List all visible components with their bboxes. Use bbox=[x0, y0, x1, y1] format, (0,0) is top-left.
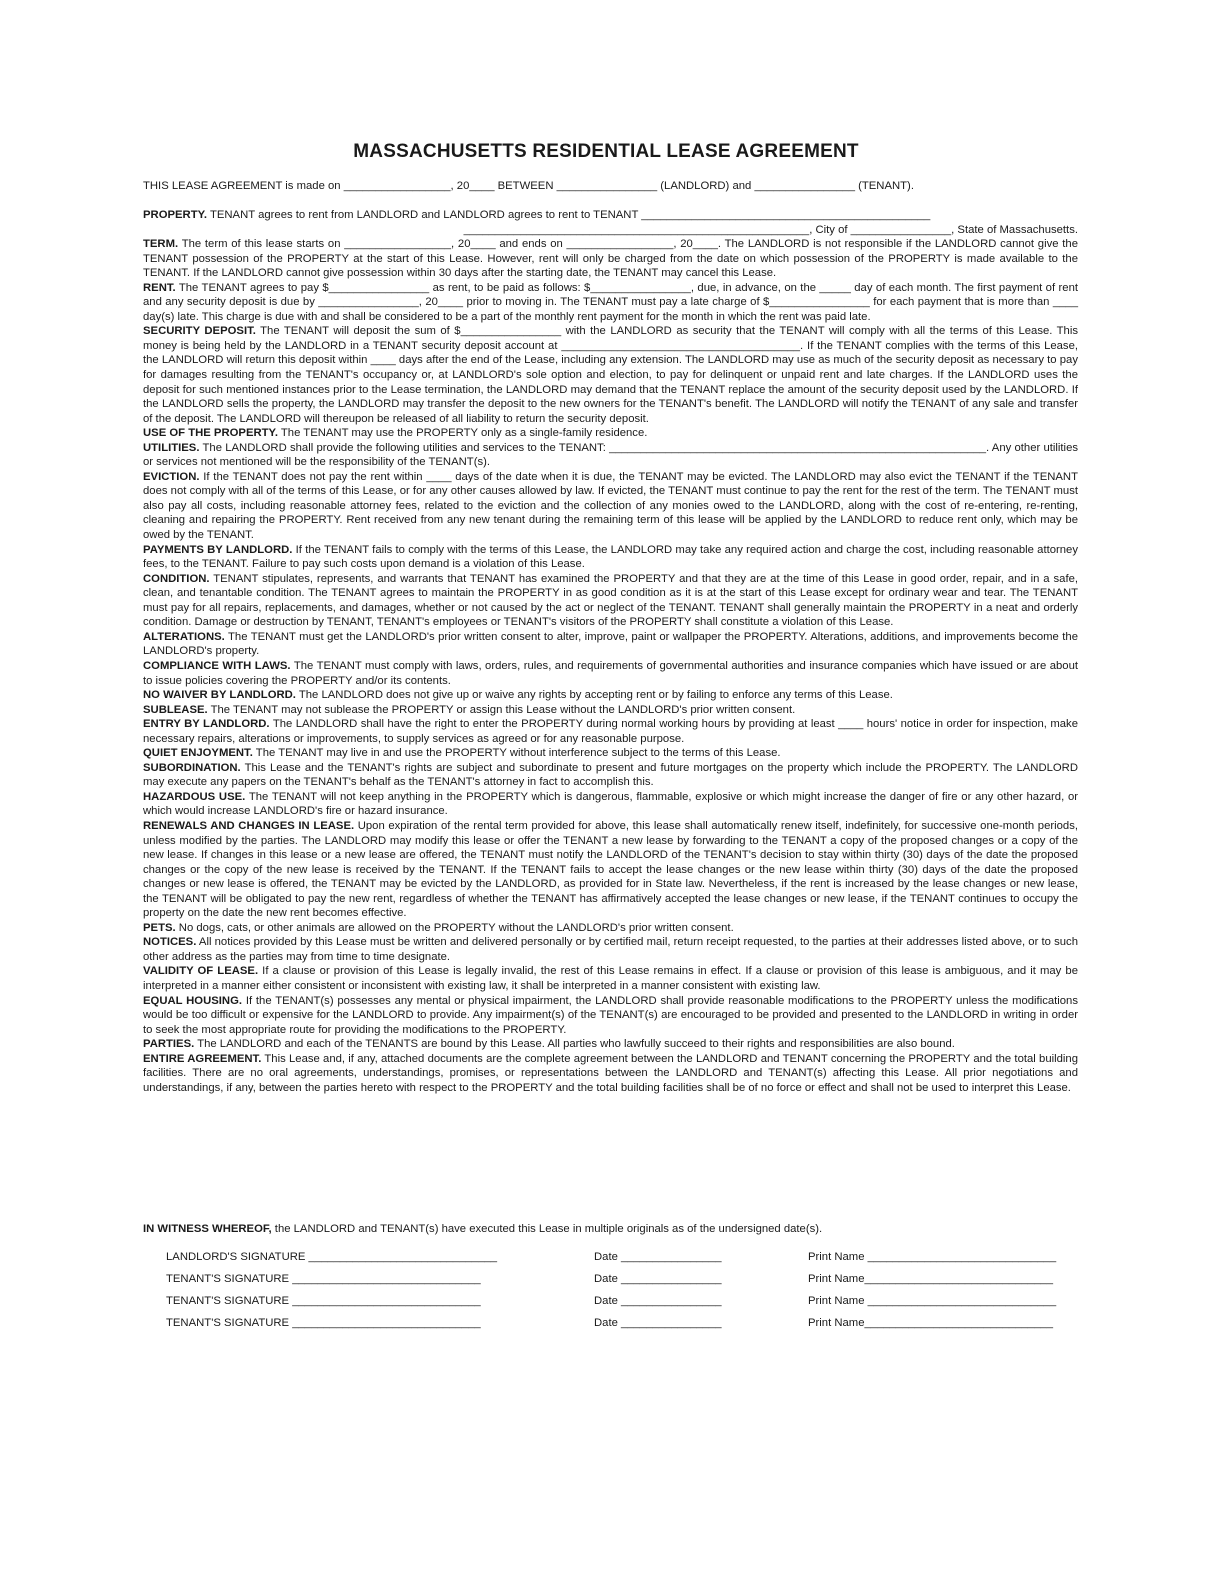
document-title: MASSACHUSETTS RESIDENTIAL LEASE AGREEMENT bbox=[353, 141, 859, 162]
date-field[interactable]: Date ________________ bbox=[594, 1251, 722, 1263]
signature-field[interactable]: TENANT'S SIGNATURE ______________________________ bbox=[166, 1317, 481, 1329]
clause-text: This Lease and, if any, attached documents are the complete agreement between the LANDLORD and TENANT concerning the PROPERTY and the total building facilities. There are no oral agreements, understandings, promises, or representations between the LANDLORD and TENANT(s) affecting this Lease. All prior negotiations and understandings, if any, between the parties hereto with respect to the PROPERTY and the total building facilities shall be of no force or effect and shall not be used to interpret this Lease. bbox=[143, 1052, 1078, 1094]
clause-heading: CONDITION. bbox=[143, 572, 210, 585]
clause-text: The TENANT must get the LANDLORD's prior written consent to alter, improve, paint or wallpaper the PROPERTY. Alterations, additions, and improvements become the LANDLORD's property. bbox=[143, 630, 1078, 658]
print-name-field[interactable]: Print Name______________________________ bbox=[808, 1273, 1053, 1285]
lease-clauses bbox=[143, 208, 1078, 1095]
clause-heading: TERM. bbox=[143, 238, 179, 251]
clause-text: The term of this lease starts on _________________, 20____ and ends on _________________, 20____. The LANDLORD is not responsible if the LANDLORD cannot give the TENANT possession of the PROPERTY at the start of this Lease. However, rent will only be charged from the date on which possession of the PROPERTY is made available to the TENANT. If the LANDLORD cannot give possession within 30 days after the starting date, the TENANT may cancel this Lease. bbox=[143, 238, 1078, 280]
signature-row-tenant-2 bbox=[166, 1295, 1061, 1317]
clause-text: TENANT agrees to rent from LANDLORD and LANDLORD agrees to rent to TENANT ______________________________________________ bbox=[207, 209, 931, 221]
clause-text: TENANT stipulates, represents, and warrants that TENANT has examined the PROPERTY and that they are at the time of this Lease in good order, repair, and in a safe, clean, and tenantable condition. The TENANT agrees to maintain the PROPERTY in as good condition as it is at the start of this Lease except for ordinary wear and tear. The TENANT must pay for all repairs, replacements, and damages, whether or not caused by the act or neglect of the TENANT. TENANT shall generally maintain the PROPERTY in a neat and orderly condition. Damage or destruction by TENANT, TENANT's employees or TENANT's visitors of the PROPERTY shall constitute a violation of this Lease. bbox=[143, 572, 1078, 629]
signature-block bbox=[166, 1251, 1061, 1339]
clause-text: The LANDLORD shall provide the following utilities and services to the TENANT: ____________________________________________________________. Any other utilities or services not mentioned will be the responsibility of the TENANT(s). bbox=[143, 441, 1078, 469]
clause-text: The TENANT agrees to pay $________________ as rent, to be paid as follows: $________________, due, in advance, on the _____ day of each month. The first payment of rent and any security deposit is due by ________________, 20____ prior to moving in. The TENANT must pay a late charge of $________________ for each payment that is more than ____ day(s) late. This charge is due with and shall be considered to be a part of the monthly rent payment for the month in which the rent was paid late. bbox=[143, 281, 1078, 323]
clause-paragraph bbox=[143, 426, 1078, 441]
clause-heading: SECURITY DEPOSIT. bbox=[143, 325, 256, 338]
clause-paragraph bbox=[143, 994, 1078, 1038]
signature-field[interactable]: TENANT'S SIGNATURE ______________________________ bbox=[166, 1295, 481, 1307]
clause-text: The TENANT may live in and use the PROPERTY without interference subject to the terms of this Lease. bbox=[252, 747, 781, 760]
clause-text: The TENANT will not keep anything in the PROPERTY which is dangerous, flammable, explosive or which might increase the danger of fire or any other hazard, or which would increase LANDLORD's fire or hazard insurance. bbox=[143, 790, 1078, 818]
print-name-field[interactable]: Print Name______________________________ bbox=[808, 1317, 1053, 1329]
clause-paragraph bbox=[143, 441, 1078, 470]
clause-heading: EVICTION. bbox=[143, 470, 200, 483]
witness-heading: IN WITNESS WHEREOF, bbox=[143, 1223, 272, 1235]
clause-heading: NOTICES. bbox=[143, 936, 197, 949]
clause-heading: UTILITIES. bbox=[143, 441, 200, 454]
clause-paragraph bbox=[143, 935, 1078, 964]
signature-row-tenant-3 bbox=[166, 1317, 1061, 1339]
witness-text: the LANDLORD and TENANT(s) have executed this Lease in multiple originals as of the undersigned date(s). bbox=[271, 1223, 823, 1235]
print-name-field[interactable]: Print Name ______________________________ bbox=[808, 1295, 1057, 1307]
clause-heading: PETS. bbox=[143, 921, 176, 934]
clause-paragraph bbox=[143, 761, 1078, 790]
clause-heading: NO WAIVER BY LANDLORD. bbox=[143, 689, 296, 702]
clause-paragraph bbox=[143, 470, 1078, 543]
clause-paragraph bbox=[143, 659, 1078, 688]
intro-paragraph: THIS LEASE AGREEMENT is made on _________________, 20____ BETWEEN ________________ (LANDLORD) and ________________ (TENANT). bbox=[143, 180, 914, 192]
clause-heading: VALIDITY OF LEASE. bbox=[143, 965, 259, 978]
clause-heading: QUIET ENJOYMENT. bbox=[143, 747, 253, 760]
clause-heading: ENTIRE AGREEMENT. bbox=[143, 1052, 262, 1065]
clause-paragraph bbox=[143, 746, 1078, 761]
clause-paragraph bbox=[143, 1037, 1078, 1052]
clause-text: The TENANT may not sublease the PROPERTY or assign this Lease without the LANDLORD's prior written consent. bbox=[207, 703, 796, 716]
signature-field[interactable]: TENANT'S SIGNATURE ______________________________ bbox=[166, 1273, 481, 1285]
clause-text: The LANDLORD shall have the right to enter the PROPERTY during normal working hours by providing at least ____ hours' notice in order for inspection, make necessary repairs, alterations or improvements, to supply services as agreed or for any reasonable purpose. bbox=[143, 718, 1078, 745]
clause-heading: PARTIES. bbox=[143, 1038, 195, 1051]
clause-heading: EQUAL HOUSING. bbox=[143, 994, 243, 1007]
clause-heading: COMPLIANCE WITH LAWS. bbox=[143, 659, 291, 672]
clause-paragraph bbox=[143, 819, 1078, 921]
clause-paragraph bbox=[143, 703, 1078, 718]
clause-heading: ENTRY BY LANDLORD. bbox=[143, 718, 270, 731]
clause-paragraph bbox=[143, 281, 1078, 325]
clause-text: If the TENANT fails to comply with the terms of this Lease, the LANDLORD may take any required action and charge the cost, including reasonable attorney fees, to the TENANT. Failure to pay such costs upon demand is a violation of this Lease. bbox=[143, 543, 1078, 571]
clause-text: The TENANT will deposit the sum of $________________ with the LANDLORD as security that the TENANT will comply with all the terms of this Lease. This money is being held by the LANDLORD in a TENANT security deposit account at ______________________________________. If the TENANT complies with the terms of this Lease, the LANDLORD will return this deposit within ____ days after the end of the Lease, including any extension. The LANDLORD may use as much of the security deposit as necessary to pay for damages resulting from the TENANT's occupancy or, at LANDLORD's sole option and election, to pay for delinquent or unpaid rent and late charges. If the LANDLORD uses the deposit for such mentioned instances prior to the Lease termination, the LANDLORD may demand that the TENANT replace the amount of the security deposit used by the LANDLORD. If the LANDLORD sells the property, the LANDLORD may transfer the deposit to the new owners for the TENANT's benefit. The LANDLORD will notify the TENANT of any sale and transfer of the deposit. The LANDLORD will thereupon be released of all liability to return the security deposit. bbox=[143, 325, 1078, 425]
date-field[interactable]: Date ________________ bbox=[594, 1317, 722, 1329]
clause-text: If the TENANT(s) possesses any mental or physical impairment, the LANDLORD shall provide reasonable modifications to the PROPERTY unless the modifications would be too difficult or expensive for the LANDLORD to provide. Any impairment(s) of the TENANT(s) are encouraged to be provided and presented to the LANDLORD in writing in order to seek the most appropriate route for providing the modifications to the PROPERTY. bbox=[143, 994, 1078, 1036]
clause-paragraph bbox=[143, 688, 1078, 703]
clause-paragraph bbox=[143, 1052, 1078, 1096]
clause-paragraph bbox=[143, 790, 1078, 819]
clause-heading: HAZARDOUS USE. bbox=[143, 790, 246, 803]
signature-row-tenant-1 bbox=[166, 1273, 1061, 1295]
clause-text: This Lease and the TENANT's rights are subject and subordinate to present and future mortgages on the property which include the PROPERTY. The LANDLORD may execute any papers on the TENANT's behalf as the TENANT's attorney in fact to accomplish this. bbox=[143, 761, 1078, 789]
clause-heading: USE OF THE PROPERTY. bbox=[143, 427, 278, 440]
witness-statement bbox=[143, 1222, 1078, 1237]
clause-heading: PAYMENTS BY LANDLORD. bbox=[143, 543, 293, 556]
clause-text: The LANDLORD does not give up or waive any rights by accepting rent or by failing to enforce any terms of this Lease. bbox=[295, 689, 893, 702]
clause-list bbox=[143, 237, 1078, 1095]
clause-text: No dogs, cats, or other animals are allowed on the PROPERTY without the LANDLORD's prior written consent. bbox=[175, 921, 734, 934]
clause-text: The LANDLORD and each of the TENANTS are bound by this Lease. All parties who lawfully succeed to their rights and responsibilities are also bound. bbox=[194, 1038, 955, 1051]
clause-text: The TENANT may use the PROPERTY only as a single-family residence. bbox=[277, 427, 648, 440]
print-name-field[interactable]: Print Name ______________________________ bbox=[808, 1251, 1057, 1263]
clause-paragraph bbox=[143, 717, 1078, 746]
clause-paragraph bbox=[143, 543, 1078, 572]
signature-field[interactable]: LANDLORD'S SIGNATURE ______________________________ bbox=[166, 1251, 498, 1263]
clause-heading: RENEWALS AND CHANGES IN LEASE. bbox=[143, 819, 355, 832]
clause-paragraph bbox=[143, 630, 1078, 659]
signature-row-landlord bbox=[166, 1251, 1061, 1273]
clause-paragraph bbox=[143, 572, 1078, 630]
date-field[interactable]: Date ________________ bbox=[594, 1273, 722, 1285]
clause-heading: PROPERTY. bbox=[143, 209, 208, 221]
clause-heading: ALTERATIONS. bbox=[143, 630, 225, 643]
clause-paragraph bbox=[143, 921, 1078, 936]
clause-text: The TENANT must comply with laws, orders, rules, and requirements of governmental authorities and insurance companies which have issued or are about to issue policies covering the PROPERTY and/or its contents. bbox=[143, 659, 1078, 687]
clause-text: Upon expiration of the rental term provided for above, this lease shall automatically renew itself, indefinitely, for successive one-month periods, unless modified by the parties. The LANDLORD may modify this lease or offer the TENANT a new lease by forwarding to the TENANT a copy of the proposed changes or a copy of the new lease. If changes in this lease or a new lease are offered, the TENANT must notify the LANDLORD of the TENANT's decision to stay within thirty (30) days of the date the proposed changes or the copy of the new lease is received by the TENANT. If the TENANT fails to accept the lease changes or the new lease within thirty (30) days of the date the proposed changes or new lease is offered, the TENANT may be evicted by the LANDLORD, as provided for in State law. Nevertheless, if the rent is increased by the lease changes or new lease, the TENANT will be obligated to pay the new rent, regardless of whether the TENANT has affirmatively accepted the lease changes or new lease, if the TENANT continues to occupy the property on the date the new rent becomes effective. bbox=[143, 819, 1078, 920]
clause-text: All notices provided by this Lease must be written and delivered personally or by certified mail, return receipt requested, to the parties at their addresses listed above, or to such other address as the parties may from time to time designate. bbox=[143, 936, 1078, 963]
date-field[interactable]: Date ________________ bbox=[594, 1295, 722, 1307]
property-address-line: _______________________________________________________, City of ________________, State of Massachusetts. bbox=[463, 223, 1078, 236]
clause-heading: RENT. bbox=[143, 281, 176, 294]
clause-paragraph bbox=[143, 324, 1078, 426]
clause-heading: SUBORDINATION. bbox=[143, 761, 241, 774]
clause-property bbox=[143, 208, 1078, 223]
clause-paragraph bbox=[143, 237, 1078, 281]
clause-text: If a clause or provision of this Lease is legally invalid, the rest of this Lease remains in effect. If a clause or provision of this lease is ambiguous, and it may be interpreted in a manner either consistent or inconsistent with existing law, it shall be interpreted in a manner consistent with existing law. bbox=[143, 965, 1078, 992]
clause-text: If the TENANT does not pay the rent within ____ days of the date when it is due, the TENANT may be evicted. The LANDLORD may also evict the TENANT if the TENANT does not comply with all of the terms of this Lease, or for any other causes allowed by law. If evicted, the TENANT must continue to pay the rent for the rest of the term. The TENANT must also pay all costs, including reasonable attorney fees, related to the eviction and the collection of any monies owed to the LANDLORD, along with the cost of re-entering, re-renting, cleaning and repairing the PROPERTY. Rent received from any new tenant during the remaining term of this lease will be applied by the LANDLORD to reduce rent only, which may be owed by the TENANT. bbox=[143, 470, 1078, 542]
clause-paragraph bbox=[143, 964, 1078, 993]
clause-heading: SUBLEASE. bbox=[143, 703, 208, 716]
